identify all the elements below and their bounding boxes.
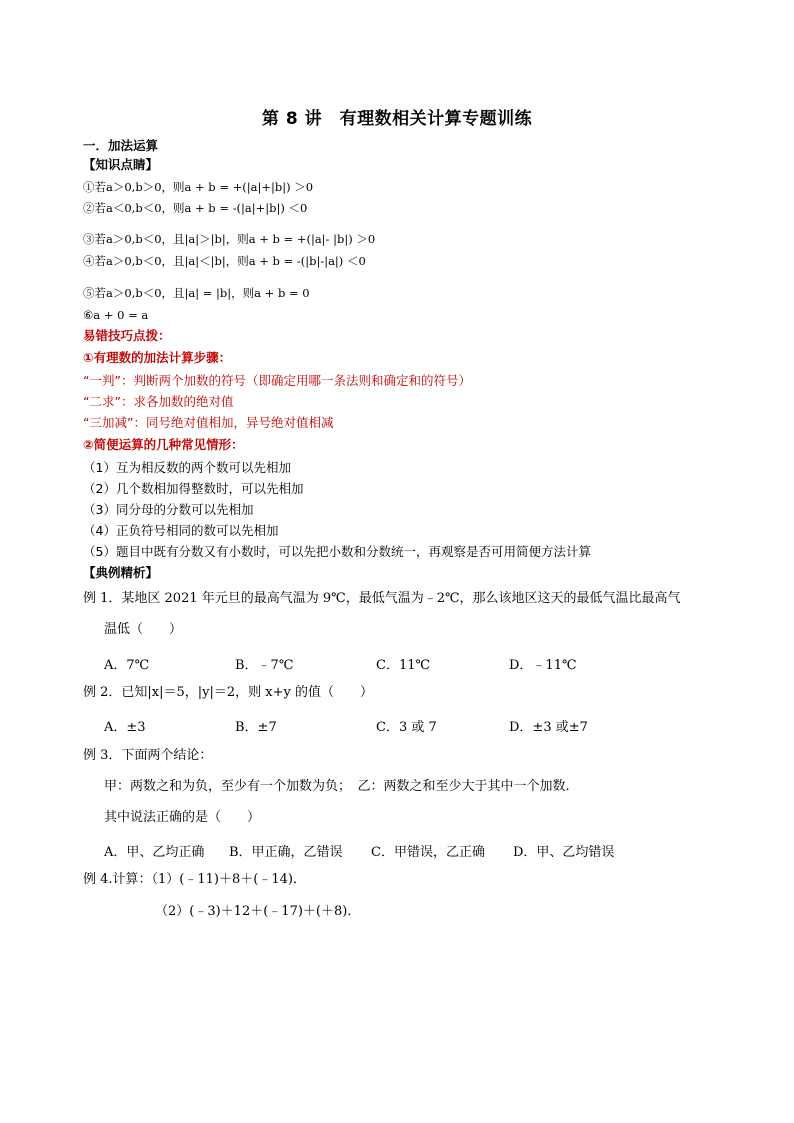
- example-1-option-b: B．﹣7℃: [235, 658, 294, 673]
- example-1-option-d: D．﹣11℃: [509, 658, 577, 673]
- rule-1: ①若a＞0,b＞0，则a + b = +(|a|+|b|) ＞0: [83, 180, 314, 194]
- example-1-option-c: C．11℃: [376, 658, 431, 673]
- example-3-option-d: D．甲、乙均错误: [513, 845, 615, 860]
- knowledge-heading: 【知识点睛】: [83, 157, 159, 172]
- rule-5: ⑤若a＞0,b＜0，且|a| = |b|，则a + b = 0: [83, 286, 310, 300]
- example-2-option-c: C．3 或 7: [376, 720, 437, 735]
- example-2-option-b: B．±7: [235, 720, 277, 735]
- steps-heading: ①有理数的加法计算步骤：: [83, 350, 232, 365]
- examples-heading: 【典例精析】: [83, 565, 159, 580]
- example-3-line-1: 例 3．下面两个结论：: [83, 748, 213, 763]
- case-2: （2）几个数相加得整数时，可以先相加: [83, 481, 304, 496]
- step-3: “三加减”：同号绝对值相加，异号绝对值相减: [83, 415, 334, 430]
- case-3: （3）同分母的分数可以先相加: [83, 502, 254, 517]
- example-2-option-a: A．±3: [104, 720, 146, 735]
- example-3-line-3: 其中说法正确的是（ ）: [104, 810, 261, 825]
- example-1-line-1: 例 1．某地区 2021 年元旦的最高气温为 9℃，最低气温为﹣2℃，那么该地区这天的最低气温比最高气: [83, 591, 681, 606]
- case-4: （4）正负符号相同的数可以先相加: [83, 523, 279, 538]
- rule-4: ④若a＞0,b＜0，且|a|＜|b|，则a + b = -(|b|-|a|) ＜0: [83, 254, 366, 268]
- example-3-option-c: C．甲错误，乙正确: [371, 845, 485, 860]
- cases-heading: ②简便运算的几种常见情形：: [83, 437, 244, 452]
- example-4-line-2: （2）(﹣3)＋12＋(﹣17)＋(＋8)．: [155, 904, 361, 919]
- example-4-line-1: 例 4.计算：（1）(﹣11)＋8＋(﹣14)．: [83, 872, 306, 887]
- rule-2: ②若a＜0,b＜0，则a + b = -(|a|+|b|) ＜0: [83, 201, 308, 215]
- example-3-option-b: B．甲正确，乙错误: [229, 845, 343, 860]
- rule-3: ③若a＞0,b＜0，且|a|＞|b|，则a + b = +(|a|- |b|) ＞0: [83, 232, 376, 246]
- example-2-line: 例 2．已知|x|＝5，|y|＝2，则 x+y 的值（ ）: [83, 685, 373, 700]
- page-title: 第 8 讲 有理数相关计算专题训练: [261, 109, 533, 129]
- rule-6: ⑥a + 0 = a: [83, 308, 149, 322]
- example-1-line-2: 温低（ ）: [104, 622, 183, 637]
- example-3-option-a: A．甲、乙均正确: [104, 845, 205, 860]
- example-1-option-a: A．7℃: [104, 658, 150, 673]
- step-1: “一判”：判断两个加数的符号（即确定用哪一条法则和确定和的符号）: [83, 373, 471, 388]
- tips-heading: 易错技巧点拨：: [83, 328, 171, 343]
- example-3-line-2: 甲：两数之和为负，至少有一个加数为负； 乙：两数之和至少大于其中一个加数．: [104, 779, 579, 794]
- case-5: （5）题目中既有分数又有小数时，可以先把小数和分数统一，再观察是否可用简便方法计算: [83, 544, 591, 559]
- section-heading: 一．加法运算: [83, 138, 159, 153]
- step-2: “二求”：求各加数的绝对值: [83, 394, 234, 409]
- example-2-option-d: D．±3 或±7: [509, 720, 588, 735]
- case-1: （1）互为相反数的两个数可以先相加: [83, 460, 291, 475]
